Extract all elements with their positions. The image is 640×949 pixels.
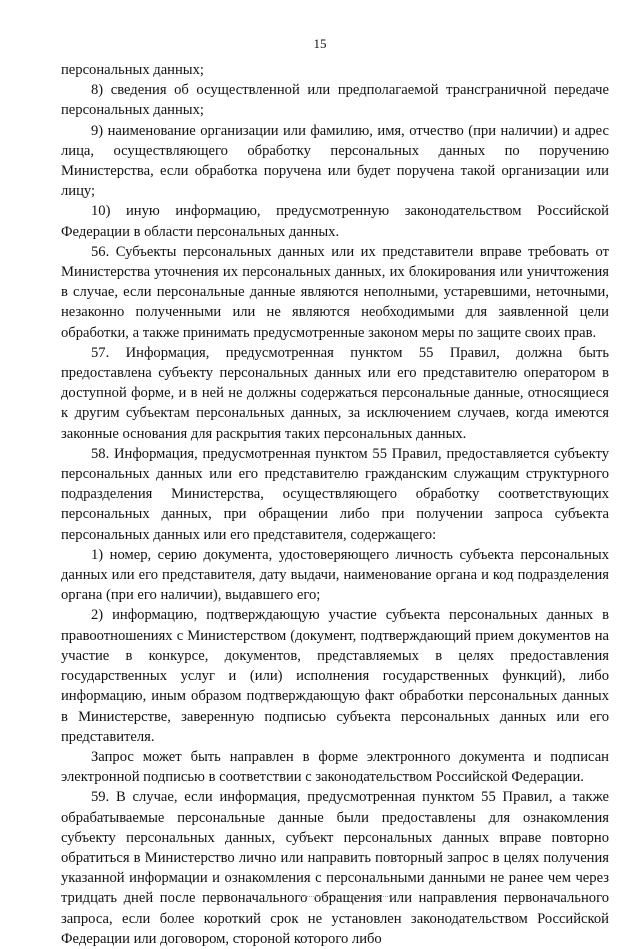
list-item-8: 8) сведения об осуществленной или предполагаемой трансграничной передаче персональных данных; — [61, 82, 609, 119]
paragraph-continuation: персональных данных; — [61, 62, 204, 78]
clause-59: 59. В случае, если информация, предусмотренная пунктом 55 Правил, а также обрабатываемые персональные данные были предоставлены для ознакомления субъекту персональных данных, субъект персональных данных вправе повторно обратиться в Министерство лично или направить повторный запрос в целях получения указанной информации и ознакомления с персональными данными не ранее чем через тридцать дней после первоначального обращения или направления первоначального запроса, если более короткий срок не установлен законодательством Российской Федерации или договором, стороной которого либо — [61, 789, 609, 947]
page-number: 15 — [313, 36, 327, 51]
clause-58-item-2: 2) информацию, подтверждающую участие субъекта персональных данных в правоотношениях с Министерством (документ, подтверждающий прием документов на участие в конкурсе, документов, представляемых в целях предоставления государственных услуг и (или) исполнения государственных функций), либо информацию, иным образом подтверждающую факт обработки персональных данных в Министерстве, заверенную подписью субъекта персональных данных или его представителя. — [61, 607, 609, 745]
list-item-9: 9) наименование организации или фамилию, имя, отчество (при наличии) и адрес лица, осуществляющего обработку персональных данных по поручению Министерства, если обработка поручена или будет поручена такой организации или лицу; — [61, 122, 609, 200]
scan-mark — [300, 896, 390, 900]
clause-58-item-1: 1) номер, серию документа, удостоверяющего личность субъекта персональных данных или его представителя, дату выдачи, наименование органа и код подразделения органа (при его наличии), выдавшего его; — [61, 546, 609, 604]
clause-56: 56. Субъекты персональных данных или их представители вправе требовать от Министерства уточнения их персональных данных, их блокирования или уничтожения в случае, если персональные данные являются неполными, устаревшими, неточными, незаконно полученными или не являются необходимыми для заявленной цели обработки, а также принимать предусмотренные законом меры по защите своих прав. — [61, 243, 609, 341]
request-electronic-note: Запрос может быть направлен в форме электронного документа и подписан электронной подписью в соответствии с законодательством Российской Федерации. — [61, 748, 609, 786]
clause-57: 57. Информация, предусмотренная пунктом 55 Правил, должна быть предоставлена субъекту персональных данных или его представителю оператором в доступной форме, и в ней не должны содержаться персональные данные, относящиеся к другим субъектам персональных данных, за исключением случаев, когда имеются законные основания для раскрытия таких персональных данных. — [61, 344, 609, 442]
document-body — [61, 60, 609, 949]
clause-58: 58. Информация, предусмотренная пунктом 55 Правил, предоставляется субъекту персональных данных или его представителю гражданским служащим структурного подразделения Министерства, осуществляющего обработку соответствующих персональных данных, при обращении либо при получении запроса субъекта персональных данных или его представителя, содержащего: — [61, 445, 609, 543]
list-item-10: 10) иную информацию, предусмотренную законодательством Российской Федерации в области персональных данных. — [61, 203, 609, 240]
